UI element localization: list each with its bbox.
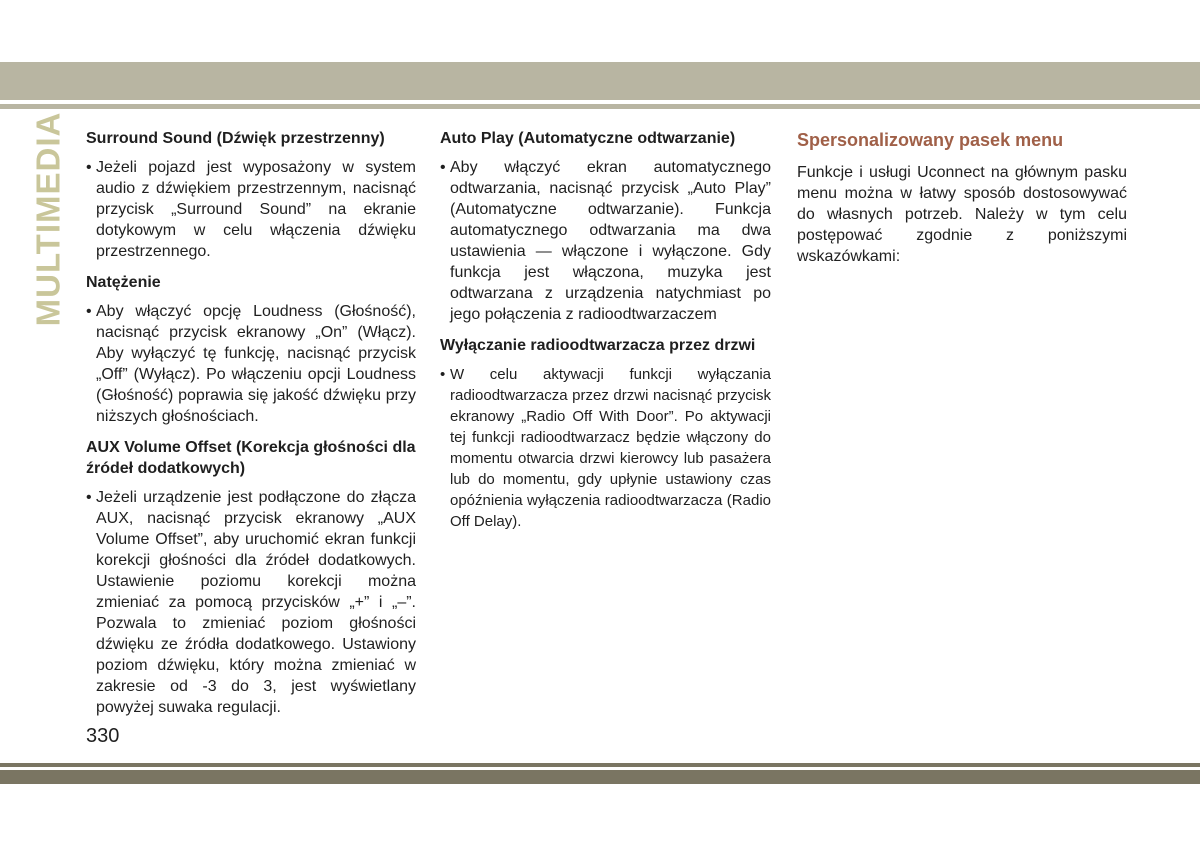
heading-surround-sound: Surround Sound (Dźwięk przestrzenny) bbox=[86, 130, 385, 147]
header-rule bbox=[0, 104, 1200, 109]
page-number: 330 bbox=[86, 725, 120, 747]
heading-radio-off-door: Wyłączanie radioodtwarzacza przez drzwi bbox=[440, 337, 756, 354]
column-3 bbox=[797, 128, 1127, 267]
section-label bbox=[22, 111, 74, 327]
bullet-loudness: • Aby włączyć opcję Loudness (Głośność), nacisnąć przycisk ekranowy „On” (Włącz). Aby wyłączyć tę funkcję, nacisnąć przycisk „Off” (Wyłącz). Po włączeniu opcji Loudness (Głośność) poprawia się jakość dźwięku przy niższych głośnościach. bbox=[86, 301, 416, 427]
bullet-auto-play: • Aby włączyć ekran automatycznego odtwarzania, nacisnąć przycisk „Auto Play” (Automatyczne odtwarzanie). Funkcja automatycznego odtwarzania ma dwa ustawienia — włączone i wyłączone. Gdy funkcja jest włączona, muzyka jest odtwarzana z urządzenia natychmiast po jego połączenia z radioodtwarzaczem bbox=[440, 157, 771, 325]
column-1 bbox=[86, 128, 416, 728]
bullet-surround-sound: • Jeżeli pojazd jest wyposażony w system audio z dźwiękiem przestrzennym, nacisnąć przycisk „Surround Sound” na ekranie dotykowym w celu włączenia dźwięku przestrzennego. bbox=[86, 157, 416, 262]
heading-menu-bar: Spersonalizowany pasek menu bbox=[797, 130, 1064, 150]
section-label-text: MULTIMEDIA bbox=[29, 111, 66, 327]
heading-loudness: Natężenie bbox=[86, 274, 161, 291]
heading-aux-volume-offset: AUX Volume Offset (Korekcja głośności dla źródeł dodatkowych) bbox=[86, 439, 416, 477]
header-band bbox=[0, 62, 1200, 100]
heading-auto-play: Auto Play (Automatyczne odtwarzanie) bbox=[440, 130, 736, 147]
footer-rule bbox=[0, 763, 1200, 767]
bullet-aux-volume-offset: • Jeżeli urządzenie jest podłączone do złącza AUX, nacisnąć przycisk ekranowy „AUX Volume Offset”, aby uruchomić ekran funkcji korekcji głośności dla źródeł dodatkowych. Ustawienie poziomu korekcji można zmieniać za pomocą przycisków „+” i „–”. Pozwala to zmieniać poziom głośności dźwięku ze źródła dodatkowego. Ustawiony poziom dźwięku, który można zmieniać w zakresie od -3 do 3, jest wyświetlany powyżej suwaka regulacji. bbox=[86, 487, 416, 718]
footer-band bbox=[0, 770, 1200, 784]
paragraph-menu-bar: Funkcje i usługi Uconnect na głównym pasku menu można w łatwy sposób dostosowywać do własnych potrzeb. Należy w tym celu postępować zgodnie z poniższymi wskazówkami: bbox=[797, 164, 1127, 265]
column-2 bbox=[440, 128, 771, 542]
bullet-radio-off-door: • W celu aktywacji funkcji wyłączania radioodtwarzacza przez drzwi nacisnąć przycisk ekranowy „Radio Off With Door”. Po aktywacji tej funkcji radioodtwarzacz będzie włączony do momentu otwarcia drzwi kierowcy lub pasażera lub do momentu, gdy upłynie ustawiony czas opóźnienia wyłączenia radioodtwarzacza (Radio Off Delay). bbox=[440, 364, 771, 532]
